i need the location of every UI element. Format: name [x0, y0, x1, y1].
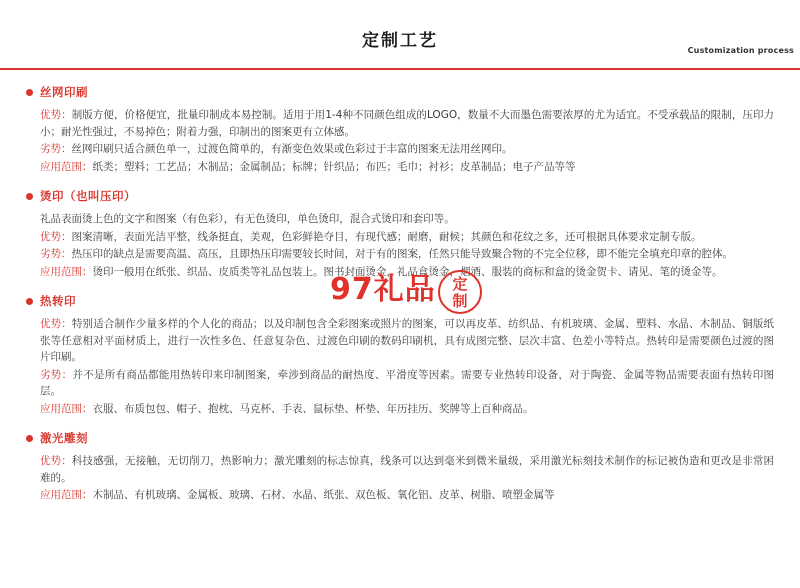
paragraph-label: 优势： [40, 318, 72, 330]
section-silkscreen [26, 84, 774, 175]
paragraph-label: 劣势： [40, 143, 72, 155]
paragraph [40, 211, 774, 228]
section-laser-engraving [26, 430, 774, 504]
page-title: 定制工艺 [362, 31, 438, 51]
bullet-dot-icon [26, 89, 33, 96]
paragraph-label: 劣势： [40, 248, 72, 260]
paragraph [40, 487, 774, 504]
paragraph-text: 木制品、有机玻璃、金属板、玻璃、石材、水晶、纸张、双色板、氧化铝、皮革、树脂、喷塑金属等 [92, 489, 555, 501]
paragraph-text: 并不是所有商品都能用热转印来印制图案，牵涉到商品的耐热度、平滑度等因素。需要专业热转印设备，对于陶瓷、金属等物品需要表面有热转印图层。 [40, 368, 775, 397]
page-header [0, 0, 800, 70]
paragraph-label: 应用范围： [40, 160, 93, 173]
section-heading [26, 188, 774, 204]
paragraph-text: 图案清晰，表面光洁平整，线条挺直，美观，色彩鲜艳夺目，有现代感；耐磨，耐候；其颜色和花纹之多，还可根据具体要求定制专版。 [71, 230, 702, 243]
section-heat-transfer [26, 293, 774, 417]
paragraph-label: 应用范围： [40, 489, 93, 501]
paragraph-text: 科技感强，无接触，无切削刀，热影响力；激光雕刻的标志惊真，线条可以达到毫米到微米量级，采用激光标刻技术制作的标记被伪造和更改是非常困难的。 [40, 455, 774, 484]
section-title: 激光雕刻 [40, 431, 88, 445]
paragraph-label: 应用范围： [40, 265, 93, 278]
paragraph-label: 劣势： [40, 368, 73, 381]
paragraph-label: 优势： [40, 109, 72, 121]
paragraph [40, 316, 774, 366]
bullet-dot-icon [26, 193, 33, 200]
paragraph-label: 应用范围： [40, 402, 93, 415]
bullet-dot-icon [26, 298, 33, 305]
bullet-dot-icon [26, 435, 33, 442]
paragraph-text: 热压印的缺点是需要高温、高压，且即热压印需要较长时间，对于有的图案，任然只能导致聚合物的不完全位移，即不能完全填充印章的腔体。 [71, 248, 733, 260]
paragraph [40, 401, 774, 418]
section-title: 丝网印刷 [40, 85, 88, 99]
process-sections [0, 70, 800, 504]
paragraph-text: 礼品表面烫上色的文字和图案（有色彩），有无色烫印，单色烫印，混合式烫印和套印等。 [40, 213, 455, 225]
paragraph [40, 246, 774, 263]
paragraph [40, 107, 774, 140]
paragraph [40, 159, 774, 176]
page-subtitle-en: Customization process [687, 46, 794, 55]
paragraph-text: 纸类；塑料；工艺品；木制品；金属制品；标牌；针织品；布匹；毛巾；衬衫；皮革制品；电子产品等等 [92, 160, 576, 173]
paragraph-text: 烫印一般用在纸张、织品、皮质类等礼品包装上。图书封面烫金，礼品盒烫金，烟酒、服装的商标和盒的烫金贺卡、请见、笔的烫金等。 [92, 265, 723, 278]
paragraph-label: 优势： [40, 455, 72, 467]
paragraph [40, 141, 774, 158]
paragraph [40, 453, 774, 486]
section-hot-stamping [26, 188, 774, 280]
paragraph-text: 衣服、布质包包、帽子、抱枕、马克杯、手表、鼠标垫、杯垫、年历挂历、奖牌等上百种商品。 [92, 402, 534, 415]
header-divider [0, 68, 800, 70]
section-heading [26, 430, 774, 446]
paragraph-text: 特别适合制作少量多样的个人化的商品；以及印制包含全彩图案或照片的图案，可以再皮革、纺织品、有机玻璃、金属、塑料、水晶、木制品、铜版纸张等任意相对平面材质上，进行一次性多色、任意复杂色、过渡色印刷的数码印刷机，具有成图完整、层次丰富、色差小等特点。热转印是需要颜色过渡的图片印刷。 [40, 318, 774, 363]
paragraph-text: 丝网印刷只适合颜色单一，过渡色简单的，有渐变色效果或色彩过于丰富的图案无法用丝网印。 [71, 143, 513, 155]
paragraph [40, 229, 774, 246]
section-title: 烫印（也叫压印） [40, 189, 136, 203]
paragraph-text: 制版方便，价格便宜，批量印制成本易控制。适用于用1-4种不同颜色组成的LOGO，数量不大而墨色需要浓厚的尤为适宜。不受承载品的限制，压印力小；耐光性强过，不易掉色；附着力强，印制出的图案更有立体感。 [40, 109, 775, 138]
section-title: 热转印 [40, 294, 76, 308]
paragraph [40, 264, 774, 281]
watermark-badge-line2: 制 [452, 292, 468, 310]
paragraph [40, 367, 774, 400]
paragraph-label: 优势： [40, 230, 72, 243]
watermark-text: 97礼品 [330, 272, 436, 307]
section-heading [26, 293, 774, 309]
section-heading [26, 84, 774, 100]
watermark-badge-line1: 定 [452, 275, 468, 293]
